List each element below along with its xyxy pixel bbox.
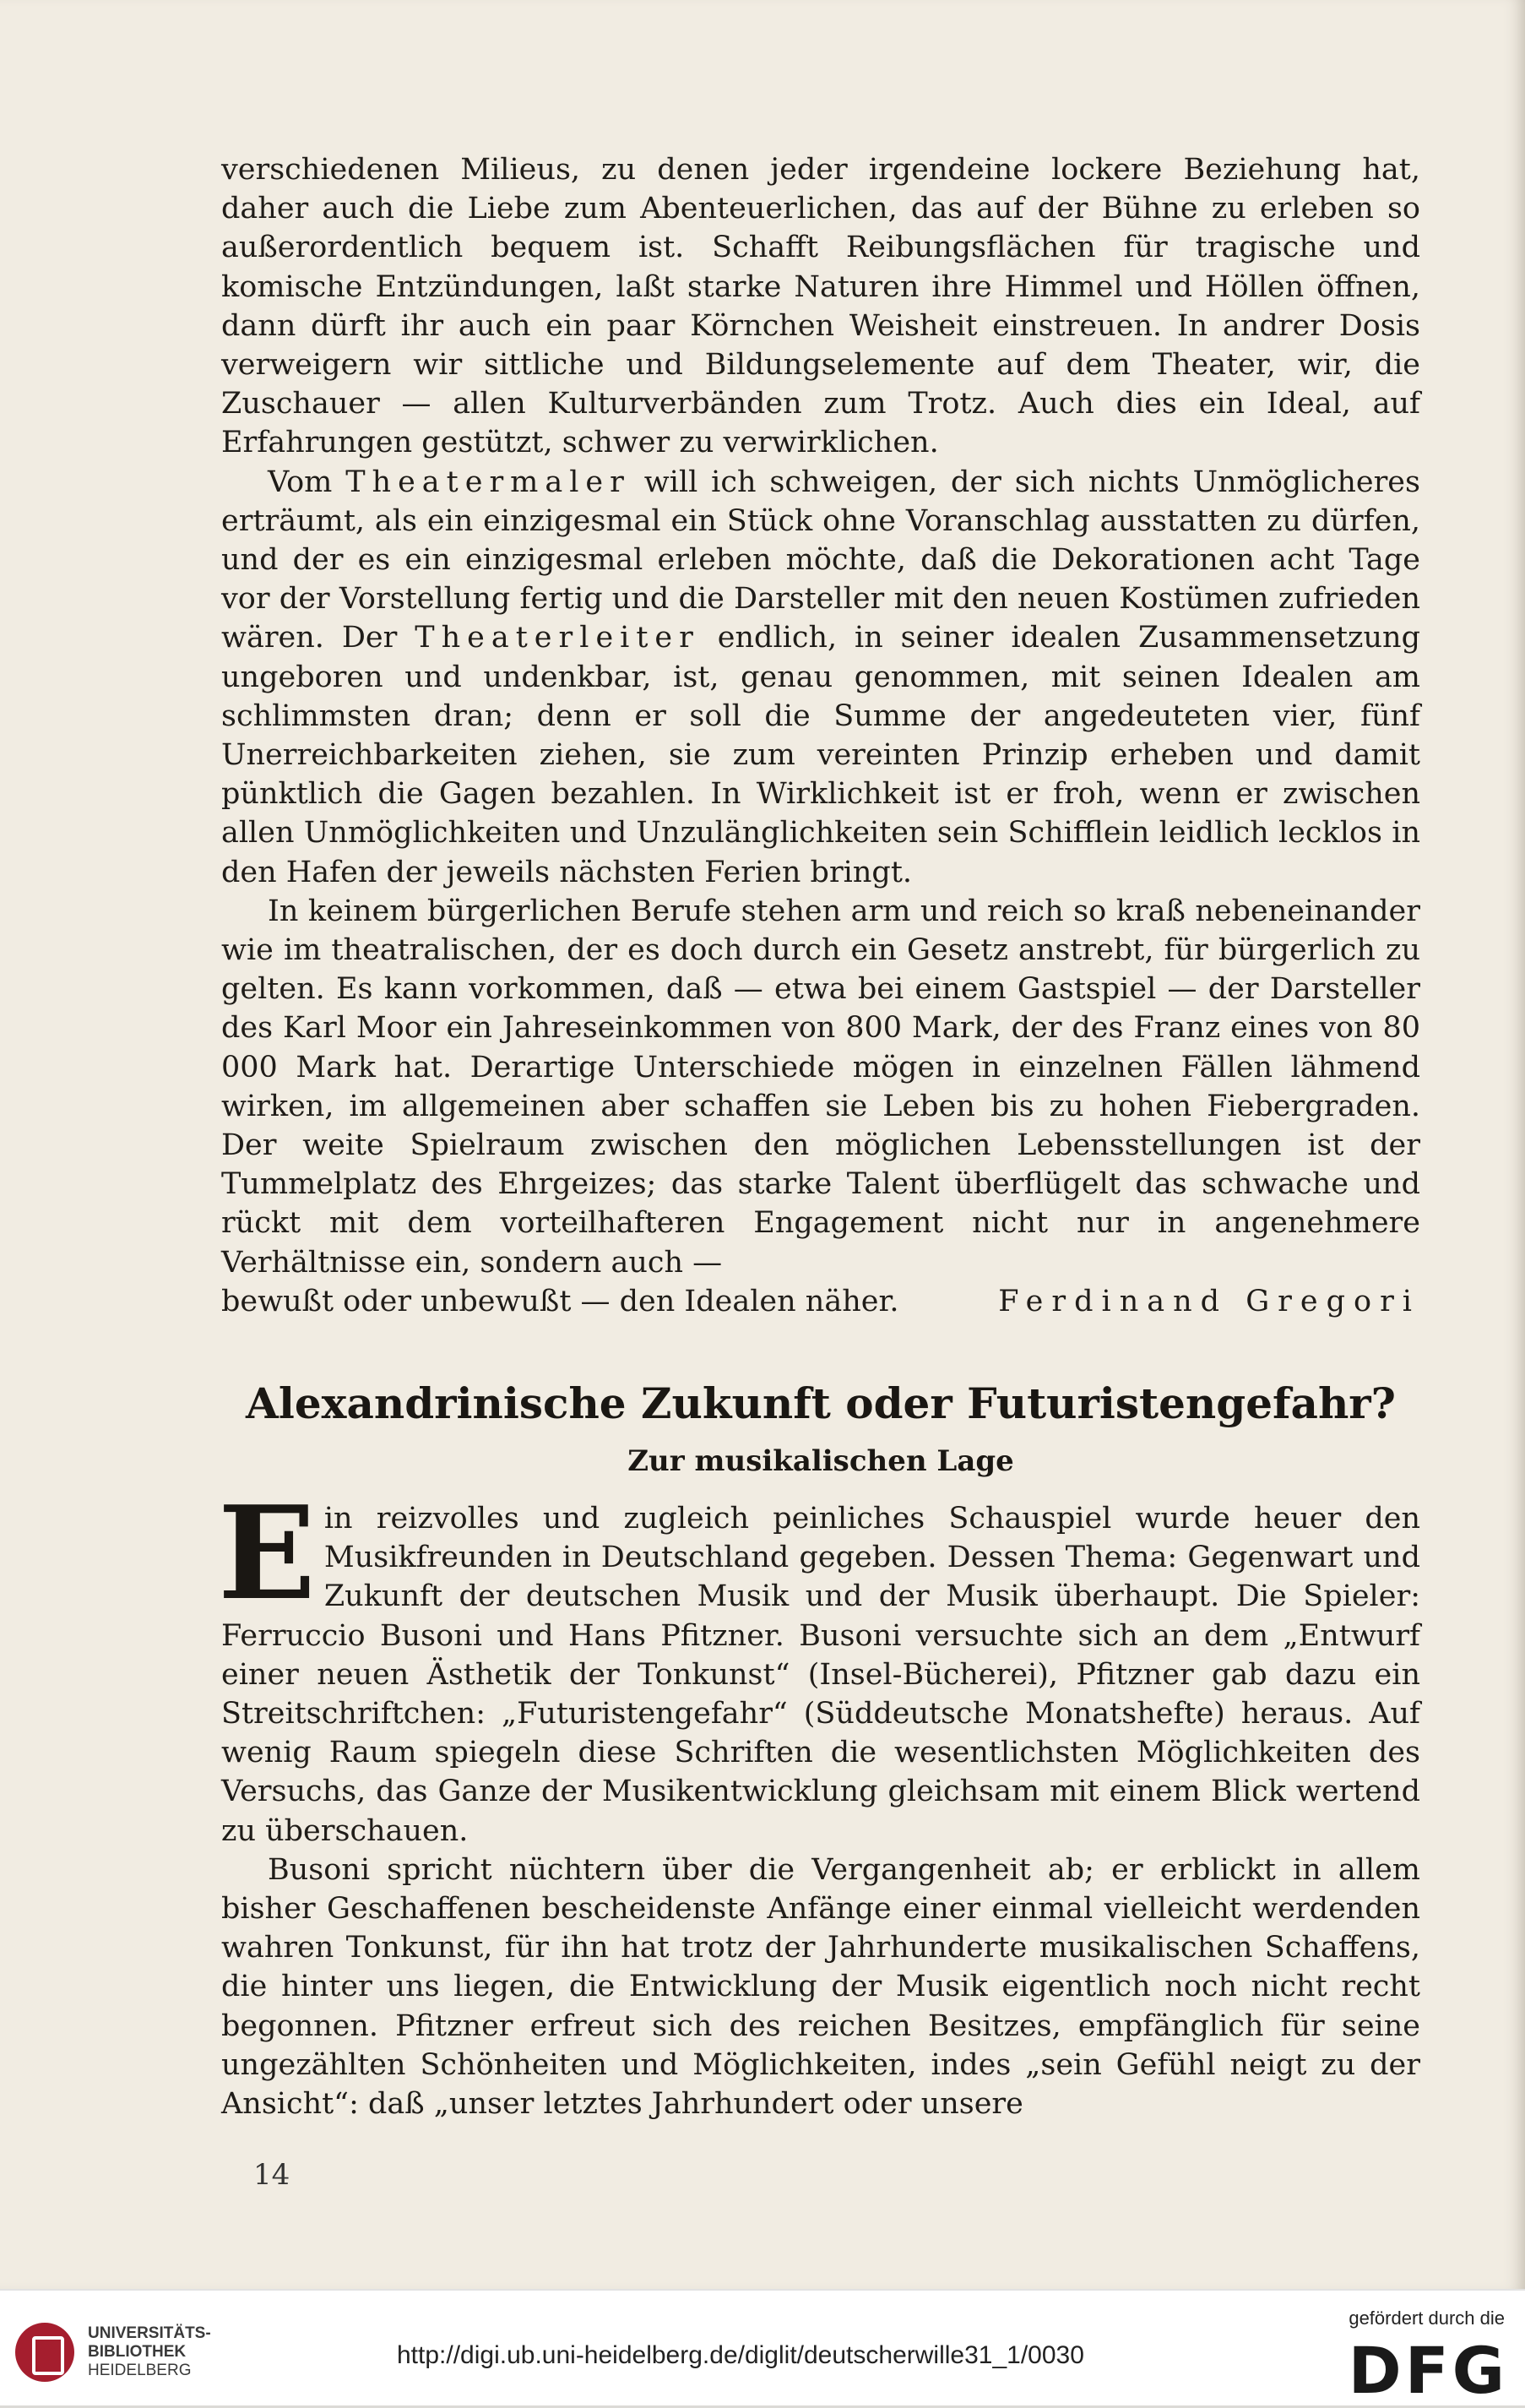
page-number: 14 <box>253 2158 290 2192</box>
funding-note: gefördert durch die <box>1349 2307 1505 2329</box>
spaced-term: Theaterleiter <box>415 621 700 655</box>
closing-line: bewußt oder unbewußt — den Idealen näher. Ferdinand Gregori <box>221 1282 1420 1321</box>
university-library-logo-icon <box>15 2323 74 2382</box>
article-subtitle: Zur musikalischen Lage <box>627 1444 1014 1478</box>
paragraph: verschiedenen Milieus, zu denen jeder irgendeine lockere Beziehung hat, daher auch die Liebe zum Abenteuerlichen, das auf der Bühne zu erleben so außerordentlich bequem ist. Schafft Reibungsflächen für tragische und komische Entzündungen, laßt starke Naturen ihre Himmel und Höllen öffnen, dann dürft ihr auch ein paar Körnchen Weisheit einstreuen. In andrer Dosis verweigern wir sittliche und Bildungselemente auf dem Theater, wir, die Zuschauer — allen Kulturverbänden zum Trotz. Auch dies ein Ideal, auf Erfahrungen gestützt, schwer zu verwirklichen. <box>221 153 1420 460</box>
author-signature: Ferdinand Gregori <box>998 1284 1420 1318</box>
article-title: Alexandrinische Zukunft oder Futuristengefahr? <box>246 1378 1396 1428</box>
drop-cap: E <box>218 1477 316 1628</box>
previous-article-text <box>221 150 1420 1321</box>
paragraph: Vom Theatermaler will ich schweigen, der sich nichts Unmöglicheres erträumt, als ein einzigesmal ein Stück ohne Voranschlag ausstatten zu dürfen, und der es ein einzigesmal erleben möchte, daß die Dekorationen acht Tage vor der Vorstellung fertig und die Darsteller mit den neuen Kostümen zufrieden wären. Der Theaterleiter endlich, in seiner idealen Zusammensetzung ungeboren und undenkbar, ist, genau genommen, mit seinen Idealen am schlimmsten dran; denn er soll die Summe der angedeuteten vier, fünf Unerreichbarkeiten ziehen, sie zum vereinten Prinzip erheben und damit pünktlich die Gagen bezahlen. In Wirklichkeit ist er froh, wenn er zwischen allen Unmöglichkeiten und Unzulänglichkeiten sein Schifflein leidlich lecklos in den Hafen der jeweils nächsten Ferien bringt. <box>221 465 1420 889</box>
paragraph: In keinem bürgerlichen Berufe stehen arm und reich so kraß nebeneinander wie im theatralischen, der es doch durch ein Gesetz anstrebt, für bürgerlich zu gelten. Es kann vorkommen, daß — etwa bei einem Gastspiel — der Darsteller des Karl Moor ein Jahreseinkommen von 800 Mark, der des Franz eines von 80 000 Mark hat. Derartige Unterschiede mögen in einzelnen Fällen lähmend wirken, im allgemeinen aber schaffen sie Leben bis zu hohen Fiebergraden. Der weite Spielraum zwischen den möglichen Lebensstellungen ist der Tummelplatz des Ehrgeizes; das starke Talent überflügelt das schwache und rückt mit dem vorteilhafteren Engagement nicht nur in angenehmere Verhältnisse ein, sondern auch — <box>221 894 1420 1280</box>
library-name[interactable]: UNIVERSITÄTS- BIBLIOTHEK HEIDELBERG <box>88 2324 211 2379</box>
paragraph: Busoni spricht nüchtern über die Vergangenheit ab; er erblickt in allem bisher Geschaffenen bescheidenste Anfänge einer einmal vielleicht werdenden wahren Tonkunst, für ihn hat trotz der Jahrhunderte musikalischen Schaffens, die hinter uns liegen, die Entwicklung der Musik eigentlich noch nicht recht begonnen. Pfitzner erfreut sich des reichen Besitzes, empfänglich für seine ungezählten Schönheiten und Möglichkeiten, indes „sein Gefühl neigt zu der Ansicht“: daß „unser letztes Jahrhundert oder unsere <box>221 1852 1420 2122</box>
spaced-term: Theatermaler <box>345 465 631 499</box>
viewer-footer <box>0 2289 1525 2408</box>
paragraph: Ein reizvolles und zugleich peinliches Schauspiel wurde heuer den Musikfreunden in Deutschland gegeben. Dessen Thema: Gegenwart und Zukunft der deutschen Musik und der Musik überhaupt. Die Spieler: Ferruccio Busoni und Hans Pfitzner. Busoni versuchte sich an dem „Entwurf einer neuen Ästhetik der Tonkunst“ (Insel-Bücherei), Pfitzner gab dazu ein Streitschriftchen: „Futuristengefahr“ (Süddeutsche Monatshefte) heraus. Auf wenig Raum spiegeln diese Schriften die wesentlichsten Möglichkeiten des Versuchs, das Ganze der Musikentwicklung gleichsam mit einem Blick wertend zu überschauen. <box>218 1477 1420 1848</box>
permalink-url[interactable]: http://digi.ub.uni-heidelberg.de/diglit/deutscherwille31_1/0030 <box>397 2341 1084 2369</box>
dfg-logo[interactable]: DFG <box>1348 2333 1508 2408</box>
article-body <box>218 1477 1420 2123</box>
